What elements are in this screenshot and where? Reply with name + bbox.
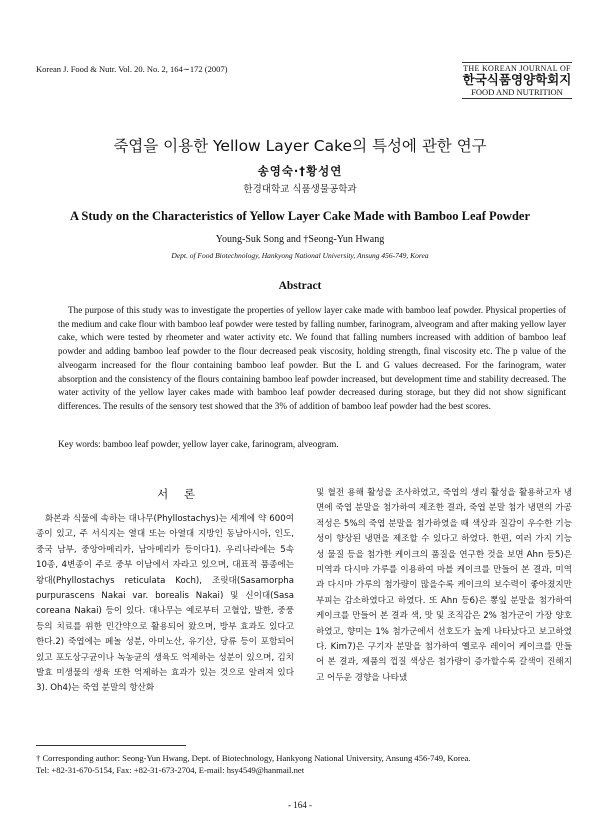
journal-name-en: THE KOREAN JOURNAL OF: [463, 64, 571, 73]
body-column-left: [36, 512, 294, 697]
section-heading: 서 론: [157, 487, 201, 501]
journal-name-ko: 한국식품영양학회지: [462, 72, 572, 87]
affiliation-korean: 한경대학교 식품생물공학과: [243, 184, 357, 195]
abstract-heading: Abstract: [278, 280, 322, 292]
affiliation-english: Dept. of Food Biotechnology, Hankyong National University, Ansung 456-749, Korea: [171, 251, 429, 260]
title-korean: 죽엽을 이용한 Yellow Layer Cake의 특성에 관한 연구: [113, 137, 487, 155]
footnote: [36, 752, 576, 776]
intro-paragraph-left: 화본과 식물에 속하는 대나무(Phyllostachys)는 세계에 약 600여 종이 있고, 주 서식지는 열대 또는 아열대 지방인 동남아시아, 인도, 중국 남부, 중앙아메리카, 남아메리카 등이다1). 우리나라에는 5속 10종, 4변종이 주로 중부 이남에서 자라고 있으며, 대표적 품종에는 왕대(Phyllostachys reticulata Koch), 조릿대(Sasamorpha purpurascens Nakai var. borealis Nakai) 및 신이대(Sasa coreana Nakai) 등이 있다. 대나무는 예로부터 고혈압, 발한, 중풍 등의 치료를 위한 민간약으로 활용되어 왔으며, 방부 효과도 있다고 한다.2) 죽엽에는 페놀 성분, 아미노산, 유기산, 당류 등이 포함되어 있고 포도상구균이나 녹농균의 생육도 억제하는 성분이 있으며, 김치 발효 미생물의 생육 또한 억제하는 효과가 있는 것으로 알려져 있다3). Oh4)는 죽엽 분말의 항산화: [36, 514, 294, 694]
footnote-divider: [36, 745, 186, 746]
abstract-body: The purpose of this study was to investigate the properties of yellow layer cake made with bamboo leaf powder. Physical properties of the medium and cake flour with bamboo leaf powder were tested by falling number, farinogram, alveogram and after making yellow layer cake, which were tested by rheometer and water activity etc. We found that falling numbers increased with addition of bamboo leaf powder and adding bamboo leaf powder to the flour decreased peak viscosity, holding strength, final viscosity etc. The p value of the alveogarm increased for the flour containing bamboo leaf powder. But the L and G values decreased. For the farinogram, water absorption and the consistency of the flours containing bamboo leaf powder increased, but development time and stability decreased. The water activity of the yellow layer cakes made with bamboo leaf powder decreased during storage, but they did not show significant differences. The results of the sensory test showed that the 3% of addition of bamboo leaf powder had the best scores.: [58, 305, 566, 411]
body-column-right: [316, 486, 572, 686]
title-english: A Study on the Characteristics of Yellow Layer Cake Made with Bamboo Leaf Powder: [69, 209, 531, 223]
intro-paragraph-right: 및 혈전 용해 활성을 조사하였고, 죽엽의 생리 활성을 활용하고자 냉면에 죽엽 분말을 첨가하여 제조한 결과, 죽엽 분말 첨가 냉면의 가공적성은 5%의 죽엽 분말을 첨가하였을 때 색상과 질감이 우수한 기능성이 향상된 냉면을 제조할 수 있다고 하였다. 한편, 여러 가지 기능성 물질 등을 첨가한 케이크의 품질을 연구한 것을 보면 Ahn 등5)은 미역과 다시마 가루를 이용하여 마블 케이크를 만들어 본 결과, 미역과 다시마 가루의 첨가량이 많을수록 케이크의 보수력이 좋아졌지만 부피는 감소하였다고 하였다. 또 Ahn 등6)은 뽕잎 분말을 첨가하여 케이크를 만들어 본 결과 색, 맛 및 조직감은 2% 첨가군이 가장 양호하였고, 향미는 1% 첨가군에서 선호도가 높게 나타났다고 보고하였다. Kim7)은 구기자 분말을 첨가하여 옐로우 레이어 케이크를 만들어 본 결과, 제품의 껍질 색상은 첨가량이 증가할수록 갈색이 진해지고 어두운 경향을 나타냈: [316, 488, 572, 683]
page-number: - 164 -: [288, 800, 312, 810]
authors-english: Young-Suk Song and †Seong-Yun Hwang: [215, 234, 385, 245]
footnote-line-1: † Corresponding author: Seong-Yun Hwang, Dept. of Biotechnology, Hankyong National University, Ansung 456-749, Korea.: [36, 753, 471, 763]
keywords: Key words: bamboo leaf powder, yellow layer cake, farinogram, alveogram.: [58, 439, 339, 449]
authors-korean: 송영숙·†황성연: [257, 164, 343, 178]
journal-citation: Korean J. Food & Nutr. Vol. 20. No. 2, 164∼172 (2007): [36, 64, 228, 74]
journal-name-en-2: FOOD AND NUTRITION: [462, 87, 572, 99]
journal-logo: [462, 62, 572, 99]
footnote-line-2: Tel: +82-31-670-5154, Fax: +82-31-673-2704, E-mail: hsy4549@hanmail.net: [36, 765, 305, 775]
